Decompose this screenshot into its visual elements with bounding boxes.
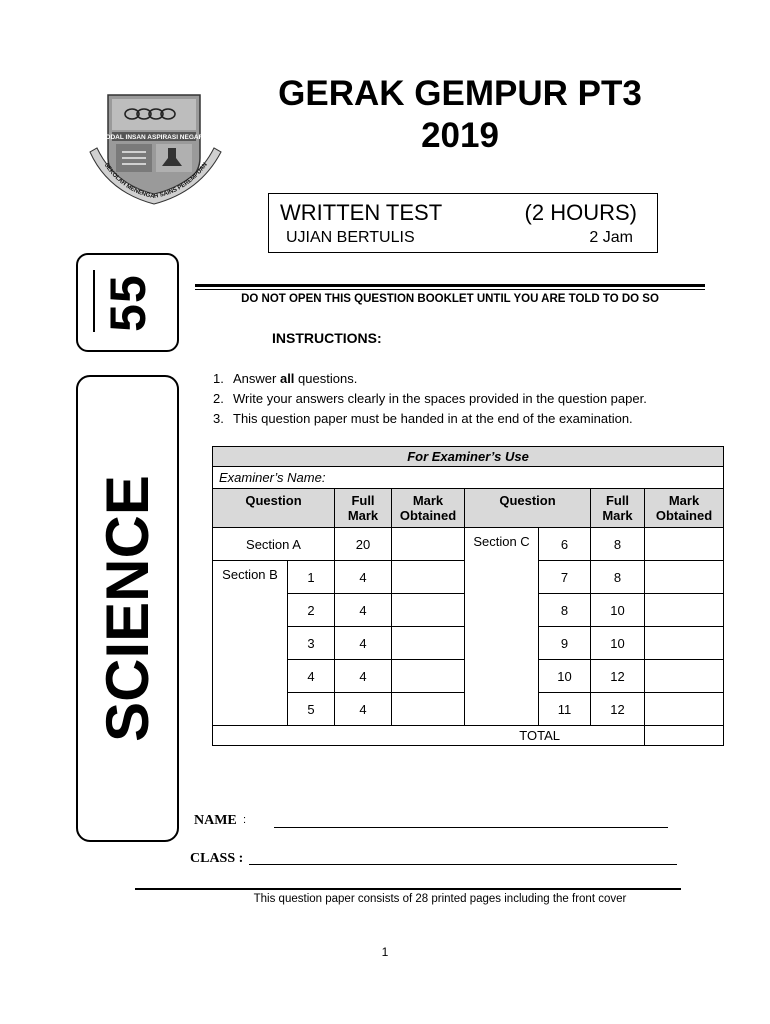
mark-obtained-cell xyxy=(645,594,724,627)
test-duration-malay: 2 Jam xyxy=(589,229,633,246)
class-field[interactable] xyxy=(249,864,677,865)
name-field[interactable] xyxy=(274,827,668,828)
examiner-table-header: For Examiner’s Use xyxy=(213,447,724,467)
total-label: TOTAL xyxy=(213,726,645,746)
full-mark-cell: 10 xyxy=(591,594,645,627)
mark-obtained-cell xyxy=(645,627,724,660)
test-duration: (2 HOURS) xyxy=(524,200,637,225)
question-number-cell: 8 xyxy=(539,594,591,627)
full-mark-cell: 20 xyxy=(335,528,392,561)
mark-obtained-cell xyxy=(392,528,465,561)
test-info-box xyxy=(268,193,658,253)
subject-code: 55 xyxy=(99,273,156,332)
full-mark-cell: 10 xyxy=(591,627,645,660)
question-number-cell: 7 xyxy=(539,561,591,594)
mark-obtained-cell xyxy=(645,693,724,726)
crest-motto: MODAL INSAN ASPIRASI NEGARA xyxy=(100,134,208,141)
full-mark-cell: 12 xyxy=(591,660,645,693)
question-number-cell: 4 xyxy=(288,660,335,693)
name-colon: : xyxy=(243,814,247,826)
do-not-open-notice: DO NOT OPEN THIS QUESTION BOOKLET UNTIL YOU ARE TOLD TO DO SO xyxy=(241,293,659,305)
section-b-label: Section B xyxy=(213,561,288,726)
full-mark-cell: 4 xyxy=(335,561,392,594)
mark-obtained-cell xyxy=(392,693,465,726)
question-number-cell: 3 xyxy=(288,627,335,660)
question-number-cell: 10 xyxy=(539,660,591,693)
section-c-label: Section C xyxy=(465,528,539,726)
test-name-malay: UJIAN BERTULIS xyxy=(286,229,415,246)
footer-note: This question paper consists of 28 printed pages including the front cover xyxy=(253,893,627,905)
col-full-mark: Full Mark xyxy=(591,489,645,528)
page-year: 2019 xyxy=(421,116,499,155)
col-question: Question xyxy=(465,489,591,528)
full-mark-cell: 8 xyxy=(591,561,645,594)
instruction-item: 3. This question paper must be handed in at the end of the examination. xyxy=(213,411,633,426)
mark-obtained-cell xyxy=(645,528,724,561)
page-title: GERAK GEMPUR PT3 xyxy=(278,74,642,113)
page-number: 1 xyxy=(381,945,389,959)
question-number-cell: 2 xyxy=(288,594,335,627)
mark-obtained-cell xyxy=(645,561,724,594)
section-a-label: Section A xyxy=(213,528,335,561)
full-mark-cell: 4 xyxy=(335,693,392,726)
instruction-item: 1. Answer all questions. xyxy=(213,371,358,386)
test-name: WRITTEN TEST xyxy=(280,200,443,225)
question-number-cell: 5 xyxy=(288,693,335,726)
footer-rule xyxy=(135,888,681,890)
crest-school-name: SEKOLAH MENENGAH SAINS PEREMPUAN xyxy=(102,162,209,201)
col-full-mark: Full Mark xyxy=(335,489,392,528)
col-mark-obtained: Mark Obtained xyxy=(392,489,465,528)
header-rule xyxy=(195,284,705,287)
full-mark-cell: 8 xyxy=(591,528,645,561)
examiner-table xyxy=(212,446,724,746)
full-mark-cell: 4 xyxy=(335,594,392,627)
mark-obtained-cell xyxy=(392,594,465,627)
question-number-cell: 6 xyxy=(539,528,591,561)
header-rule-thin xyxy=(195,289,705,290)
mark-obtained-cell xyxy=(392,561,465,594)
full-mark-cell: 4 xyxy=(335,627,392,660)
question-number-cell: 1 xyxy=(288,561,335,594)
total-mark-cell xyxy=(645,726,724,746)
question-number-cell: 11 xyxy=(539,693,591,726)
question-number-cell: 9 xyxy=(539,627,591,660)
instructions-title: INSTRUCTIONS: xyxy=(272,330,382,346)
full-mark-cell: 4 xyxy=(335,660,392,693)
name-label: NAME xyxy=(194,813,237,828)
examiner-name-label: Examiner’s Name: xyxy=(213,467,724,489)
col-question: Question xyxy=(213,489,335,528)
instruction-item: 2. Write your answers clearly in the spaces provided in the question paper. xyxy=(213,391,647,406)
mark-obtained-cell xyxy=(392,660,465,693)
col-mark-obtained: Mark Obtained xyxy=(645,489,724,528)
mark-obtained-cell xyxy=(392,627,465,660)
class-label: CLASS : xyxy=(190,851,244,866)
full-mark-cell: 12 xyxy=(591,693,645,726)
mark-obtained-cell xyxy=(645,660,724,693)
subject-name: SCIENCE xyxy=(94,475,161,742)
